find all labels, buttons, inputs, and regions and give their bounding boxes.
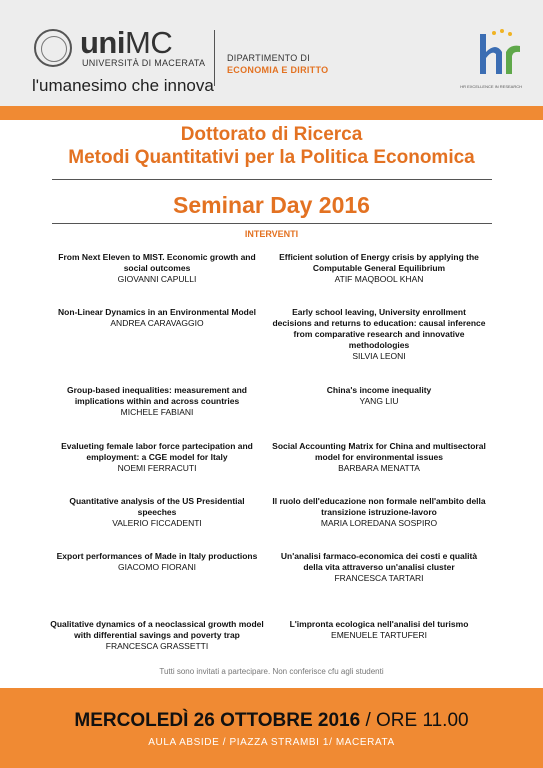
talk-item <box>50 551 264 573</box>
talk-speaker: ANDREA CARAVAGGIO <box>110 318 204 328</box>
event-title: Seminar Day 2016 <box>173 192 370 218</box>
talk-item <box>272 551 486 584</box>
talk-speaker: FRANCESCA TARTARI <box>334 573 424 583</box>
talk-title: Non-Linear Dynamics in an Environmental Model <box>58 307 256 317</box>
talk-title: Efficient solution of Energy crisis by applying the Computable General Equilibrium <box>279 252 479 273</box>
talk-title: From Next Eleven to MIST. Economic growth and social outcomes <box>58 252 256 273</box>
talk-item <box>272 385 486 407</box>
motto: l'umanesimo che innova <box>32 76 214 95</box>
section-heading: INTERVENTI <box>244 229 299 239</box>
talk-title: Qualitative dynamics of a neoclassical growth model with differential savings and poverty trap <box>50 619 264 640</box>
talk-speaker: MICHELE FABIANI <box>120 407 194 417</box>
talk-speaker: VALERIO FICCADENTI <box>112 518 202 528</box>
talk-speaker: NOEMI FERRACUTI <box>117 463 197 473</box>
footnote: Tutti sono invitati a partecipare. Non conferisce cfu agli studenti <box>159 667 384 676</box>
talk-speaker: SILVIA LEONI <box>352 351 406 361</box>
talk-title: Quantitative analysis of the US Presidential speeches <box>69 496 245 517</box>
event-date <box>0 710 543 732</box>
talk-title: Un'analisi farmaco-economica dei costi e qualità della vita attraverso un'analisi cluster <box>280 551 478 572</box>
department-name: ECONOMIA E DIRITTO <box>227 65 329 75</box>
hr-excellence-logo-icon <box>474 28 522 84</box>
divider-bottom <box>52 223 492 224</box>
university-seal-icon <box>34 29 72 67</box>
talk-speaker: ATIF MAQBOOL KHAN <box>334 274 424 284</box>
title-line-2: Metodi Quantitativi per la Politica Economica <box>68 147 475 168</box>
talk-title: Early school leaving, University enrollment decisions and returns to education: causal inference from comparative research and innovative methodologies <box>272 307 486 350</box>
talk-title: Group-based inequalities: measurement and implications within and across countries <box>67 385 247 406</box>
title-line-1: Dottorato di Ricerca <box>180 124 363 145</box>
talk-speaker: EMENUELE TARTUFERI <box>331 630 427 640</box>
talk-title: L'impronta ecologica nell'analisi del turismo <box>289 619 469 629</box>
talk-item <box>272 252 486 285</box>
talk-item <box>50 307 264 329</box>
header-divider <box>214 30 215 86</box>
university-name: UNIVERSITÀ DI MACERATA <box>82 58 206 68</box>
hr-caption: HR EXCELLENCE IN RESEARCH <box>460 84 522 89</box>
talk-title: Evalueting female labor force partecipation and employment: a CGE model for Italy <box>61 441 253 462</box>
talk-title: Export performances of Made in Italy productions <box>56 551 258 561</box>
header <box>0 0 543 106</box>
talk-item <box>50 441 264 474</box>
talk-item <box>50 619 264 652</box>
talk-item <box>50 385 264 418</box>
event-time: / ORE 11.00 <box>360 710 469 731</box>
talk-item <box>272 307 486 362</box>
talk-speaker: GIOVANNI CAPULLI <box>117 274 197 284</box>
talk-item <box>272 496 486 529</box>
department-label: DIPARTIMENTO DI <box>227 53 311 63</box>
event-day: MERCOLEDÌ 26 OTTOBRE 2016 <box>74 710 361 731</box>
talk-speaker: BARBARA MENATTA <box>338 463 420 473</box>
university-logo: uniMC <box>80 25 173 60</box>
talk-item <box>50 252 264 285</box>
talk-item <box>272 619 486 641</box>
talk-title: Il ruolo dell'educazione non formale nell'ambito della transizione istruzione-lavoro <box>272 496 486 517</box>
divider-top <box>52 179 492 180</box>
talk-speaker: MARIA LOREDANA SOSPIRO <box>320 518 438 528</box>
talk-item <box>50 496 264 529</box>
talk-title: Social Accounting Matrix for China and multisectoral model for environmental issues <box>272 441 486 462</box>
orange-band <box>0 106 543 120</box>
talk-speaker: FRANCESCA GRASSETTI <box>105 641 209 651</box>
event-location: AULA ABSIDE / PIAZZA STRAMBI 1/ MACERATA <box>148 737 395 748</box>
talk-item <box>272 441 486 474</box>
talk-title: China's income inequality <box>326 385 432 395</box>
talk-speaker: YANG LIU <box>359 396 399 406</box>
talk-speaker: GIACOMO FIORANI <box>118 562 196 572</box>
